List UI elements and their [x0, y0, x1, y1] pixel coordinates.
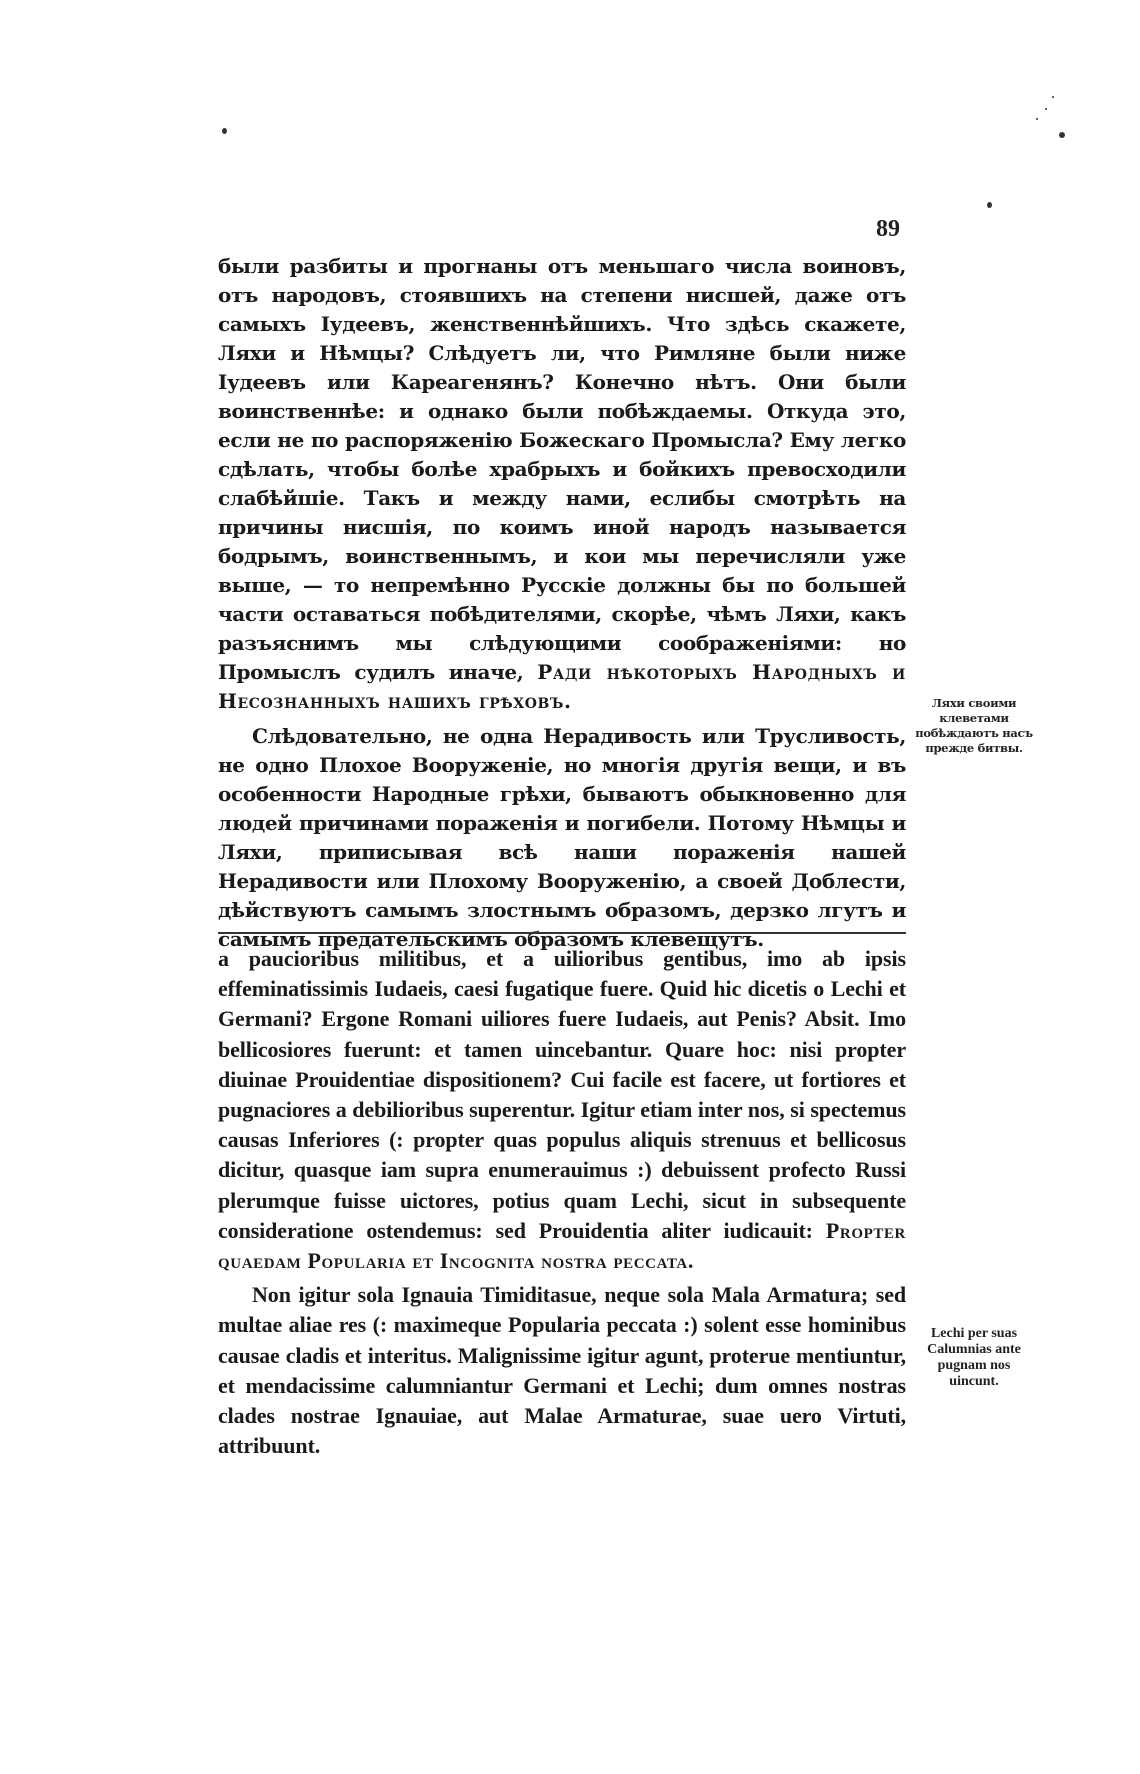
scan-speck [987, 202, 992, 208]
scan-speck [222, 128, 227, 134]
latin-paragraph-1-text: a paucioribus militibus, et a uilioribus gentibus, imo ab ipsis effeminatissimis Iudaeis, caesi fugatique fuere. Quid hic dicetis o Lechi et Germani? Ergone Romani uiliores fuere Iudaeis, aut Penis? Absit. Imo bellicosiores fuerunt: et tamen uincebantur. Quare hoc: nisi propter diuinae Prouidentiae dispositionem? Cui facile est facere, ut fortiores et pugnaciores a debilioribus superentur. Igitur etiam inter nos, si spectemus causas Inferiores (: propter quas populus aliquis strenuus et bellicosus dicitur, quasque iam supra enumerauimus :) debuissent profecto Russi plerumque fuisse uictores, potius quam Lechi, sicut in subsequente consideratione ostendemus: sed Prouidentia aliter iudicauit: [218, 946, 906, 1243]
russian-text-block [218, 252, 906, 954]
russian-sidenote: Ляхи своими клеветами побѣждаютъ насъ прежде битвы. [915, 696, 1033, 755]
latin-text-block [218, 944, 906, 1461]
russian-paragraph-2: Слѣдовательно, не одна Нерадивость или Трусливость, не одно Плохое Вооруженіе, но многія другія вещи, и въ особенности Народные грѣхи, бываютъ обыкновенно для людей причинами пораженія и погибели. Потому Нѣмцы и Ляхи, приписывая всѣ наши пораженія нашей Нерадивости или Плохому Вооруженію, а своей Доблести, дѣйствуютъ самымъ злостнымъ образомъ, дерзко лгутъ и самымъ предательскимъ образомъ клевещутъ. [218, 724, 906, 951]
page-number: 89 [876, 216, 900, 242]
latin-sidenote: Lechi per suas Calumnias ante pugnam nos uincunt. [927, 1326, 1021, 1389]
russian-paragraph-1-text: были разбиты и прогнаны отъ меньшаго числа воиновъ, отъ народовъ, стоявшихъ на степени нисшей, даже отъ самыхъ Іудеевъ, женственнѣйшихъ. Что здѣсь скажете, Ляхи и Нѣмцы? Слѣдуетъ ли, что Римляне были ниже Іудеевъ или Кареагенянъ? Конечно нѣтъ. Они были воинственнѣе: и однако были побѣждаемы. Откуда это, если не по распоряженію Божескаго Промысла? Ему легко сдѣлать, чтобы болѣе храбрыхъ и бойкихъ превосходили слабѣйшіе. Такъ и между нами, еслибы смотрѣть на причины нисшія, по коимъ иной народъ называется бодрымъ, воинственнымъ, и кои мы перечисляли уже выше, — то непремѣнно Русскіе должны бы по большей части оставаться побѣдителями, скорѣе, чѣмъ Ляхи, какъ разъяснимъ мы слѣдующими соображеніями: но Промыслъ судилъ иначе, [218, 254, 906, 684]
scan-speck [1036, 118, 1038, 120]
russian-paragraph-1-smallcaps: Ради нѣкоторыхъ Народныхъ и Несознанныхъ нашихъ грѣховъ. [218, 660, 906, 713]
section-divider [218, 932, 906, 934]
latin-paragraph-1 [218, 944, 906, 1276]
russian-paragraph-1 [218, 252, 906, 716]
scan-speck [1059, 132, 1065, 138]
latin-paragraph-2: Non igitur sola Ignauia Timiditasue, neque sola Mala Armatura; sed multae aliae res (: maximeque Popularia peccata :) solent esse hominibus causae cladis et interitus. Malignissime igitur agunt, proterue mentiuntur, et mendacissime calumniantur Germani et Lechi; dum omnes nostras clades nostrae Ignauiae, aut Malae Armaturae, suae uero Virtuti, attribuunt. [218, 1282, 906, 1459]
scan-speck [1045, 108, 1047, 110]
latin-paragraph-1-smallcaps: Propter quaedam Popularia et Incognita nostra peccata. [218, 1217, 906, 1274]
scan-speck [1052, 96, 1054, 98]
